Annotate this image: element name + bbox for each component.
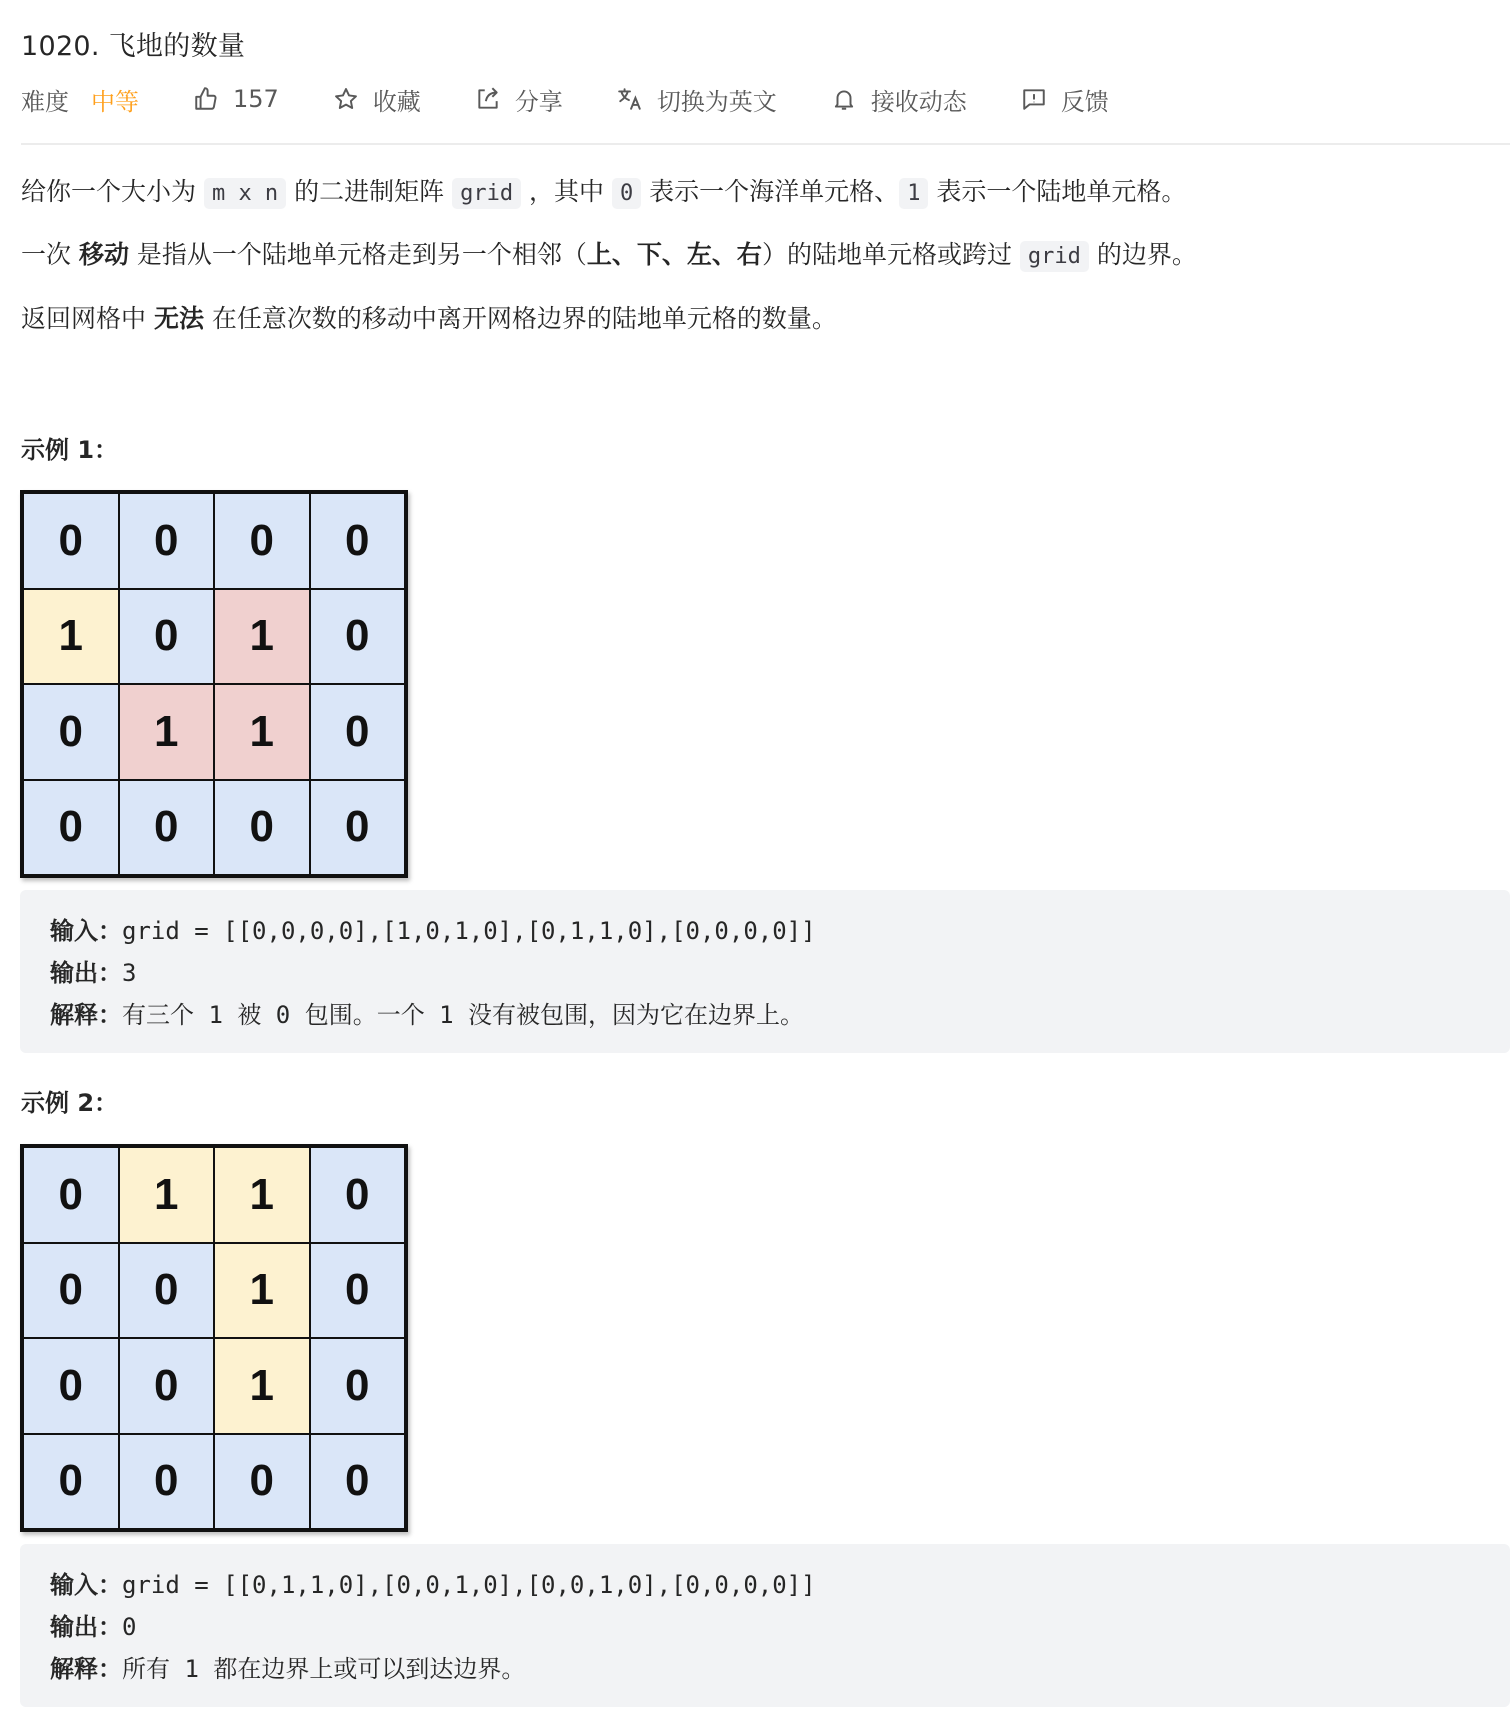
like-button[interactable]	[193, 85, 279, 113]
grid-cell: 0	[310, 684, 406, 780]
feedback-icon	[1021, 86, 1047, 112]
star-icon	[333, 86, 359, 112]
example-2-explanation: 解释：所有 1 都在边界上或可以到达边界。	[50, 1655, 526, 1683]
grid-cell: 0	[23, 1434, 119, 1530]
example-2-grid	[20, 1144, 408, 1532]
example-1-title: 示例 1：	[21, 436, 119, 464]
problem-title: 1020. 飞地的数量	[21, 31, 246, 62]
feedback-label: 反馈	[1060, 87, 1109, 116]
feedback-button[interactable]	[1021, 82, 1109, 117]
grid-cell: 0	[119, 780, 215, 876]
grid-cell: 1	[214, 1243, 310, 1339]
grid-cell: 0	[119, 1243, 215, 1339]
difficulty-badge: 中等	[91, 87, 139, 116]
example-1-grid	[20, 490, 408, 878]
example-1-explanation: 解释：有三个 1 被 0 包围。一个 1 没有被包围，因为它在边界上。	[50, 1001, 805, 1029]
grid-cell: 1	[214, 1338, 310, 1434]
thumbs-up-icon	[193, 86, 219, 112]
example-1-code-block	[20, 890, 1510, 1053]
description-paragraph-1: 给你一个大小为 m x n 的二进制矩阵 grid ，其中 0 表示一个海洋单元格、 1 表示一个陆地单元格。	[21, 175, 1186, 211]
subscribe-label: 接收动态	[870, 87, 967, 116]
grid-cell: 0	[23, 684, 119, 780]
grid-cell: 0	[310, 780, 406, 876]
favorite-button[interactable]	[333, 82, 421, 117]
example-1-output: 输出：3	[50, 959, 137, 987]
description-paragraph-2: 一次 移动 是指从一个陆地单元格走到另一个相邻（上、下、左、右）的陆地单元格或跨过 grid 的边界。	[21, 238, 1197, 274]
difficulty-label: 难度	[21, 87, 69, 116]
description-paragraph-3: 返回网格中 无法 在任意次数的移动中离开网格边界的陆地单元格的数量。	[21, 304, 837, 333]
grid-cell: 1	[214, 1147, 310, 1243]
grid-cell: 0	[310, 589, 406, 685]
translate-icon	[617, 86, 643, 112]
example-2-title: 示例 2：	[21, 1089, 119, 1117]
grid-cell: 1	[23, 589, 119, 685]
grid-cell: 0	[310, 1338, 406, 1434]
grid-cell: 0	[119, 589, 215, 685]
grid-cell: 1	[119, 1147, 215, 1243]
example-2-output: 输出：0	[50, 1613, 137, 1641]
inline-code: grid	[1020, 241, 1089, 272]
grid-cell: 0	[310, 1243, 406, 1339]
example-2-code-block	[20, 1544, 1510, 1707]
subscribe-button[interactable]	[831, 82, 967, 117]
grid-cell: 0	[23, 1338, 119, 1434]
translate-label: 切换为英文	[656, 87, 777, 116]
grid-cell: 1	[214, 589, 310, 685]
grid-cell: 0	[23, 1243, 119, 1339]
inline-code: grid	[452, 178, 521, 209]
grid-cell: 0	[214, 1434, 310, 1530]
grid-cell: 1	[119, 684, 215, 780]
favorite-label: 收藏	[372, 87, 421, 116]
header-divider	[21, 143, 1510, 145]
grid-cell: 0	[214, 493, 310, 589]
grid-cell: 0	[119, 493, 215, 589]
grid-cell: 0	[23, 780, 119, 876]
grid-cell: 0	[119, 1338, 215, 1434]
share-button[interactable]	[475, 82, 563, 117]
grid-cell: 0	[23, 493, 119, 589]
example-2-input: 输入：grid = [[0,1,1,0],[0,0,1,0],[0,0,1,0],[0,0,0,0]]	[50, 1571, 816, 1599]
grid-cell: 0	[310, 1147, 406, 1243]
bell-icon	[831, 86, 857, 112]
problem-meta-bar	[21, 82, 1163, 116]
grid-cell: 0	[119, 1434, 215, 1530]
inline-code: m x n	[204, 178, 286, 209]
grid-cell: 0	[214, 780, 310, 876]
example-1-input: 输入：grid = [[0,0,0,0],[1,0,1,0],[0,1,1,0],[0,0,0,0]]	[50, 917, 816, 945]
like-count: 157	[233, 85, 279, 113]
translate-button[interactable]	[617, 82, 777, 117]
inline-code: 0	[612, 178, 641, 209]
inline-code: 1	[899, 178, 928, 209]
share-label: 分享	[514, 87, 563, 116]
grid-cell: 0	[310, 493, 406, 589]
grid-cell: 0	[23, 1147, 119, 1243]
grid-cell: 0	[310, 1434, 406, 1530]
grid-cell: 1	[214, 684, 310, 780]
share-icon	[475, 86, 501, 112]
